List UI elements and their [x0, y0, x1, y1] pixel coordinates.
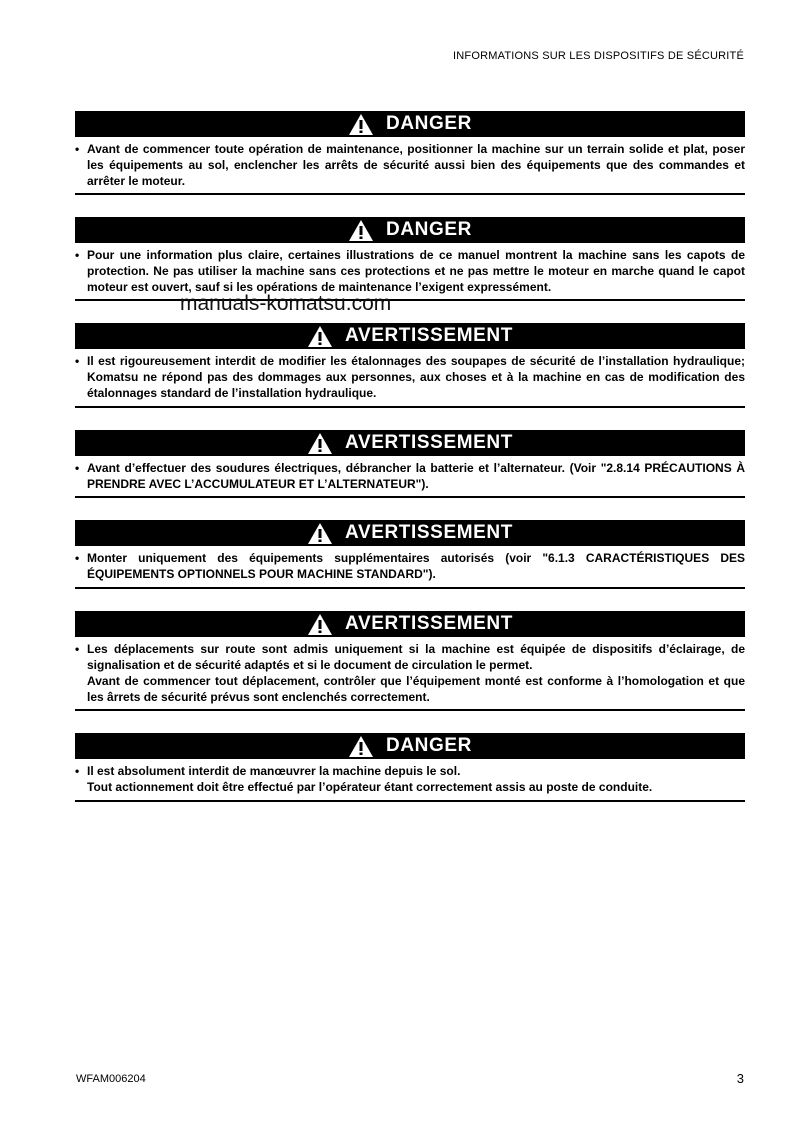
notice-text: Avant d’effectuer des soudures électriques, débrancher la batterie et l’alternateur. (Voir "2.8.14 PRÉCAUTIONS À PRENDRE AVEC L’ACCUMULATEUR ET L’ALTERNATEUR"). — [87, 461, 745, 491]
watermark: manuals-komatsu.com — [180, 292, 392, 315]
running-header: INFORMATIONS SUR LES DISPOSITIFS DE SÉCURITÉ — [453, 50, 744, 62]
notice-level: AVERTISSEMENT — [345, 325, 513, 346]
bullet-icon: • — [75, 642, 80, 656]
bullet-icon: • — [75, 142, 80, 156]
notice-text: Avant de commencer toute opération de maintenance, positionner la machine sur un terrain solide et plat, poser les équipements au sol, enclencher les arrêts de sécurité aussi bien des équipements que des commandes et arrêter le moteur. — [87, 142, 745, 188]
notice-text: Tout actionnement doit être effectué par l’opérateur étant correctement assis au poste de conduite. — [87, 780, 653, 794]
notice-warning-equipment — [75, 520, 745, 586]
notice-body — [75, 349, 745, 405]
bullet-icon: • — [75, 461, 80, 475]
divider — [75, 496, 745, 498]
divider — [75, 193, 745, 195]
notice-text: Les déplacements sur route sont admis uniquement si la machine est équipée de dispositifs d’éclairage, de signalisation et de sécurité adaptés et si le document de circulation le permet. — [87, 642, 745, 672]
notice-body — [75, 759, 745, 799]
notice-warning-hydraulics — [75, 323, 745, 405]
notice-banner — [75, 111, 745, 137]
notice-text: Avant de commencer tout déplacement, contrôler que l’équipement monté est conforme à l’homologation et que les ârrets de sécurité prévus sont enclenchés correctement. — [87, 674, 745, 704]
notice-body — [75, 546, 745, 586]
divider — [75, 800, 745, 802]
notice-banner — [75, 323, 745, 349]
warning-triangle-icon — [348, 113, 374, 136]
warning-triangle-icon — [307, 432, 333, 455]
notice-banner — [75, 430, 745, 456]
notice-level: DANGER — [386, 113, 472, 134]
notice-danger-maintenance — [75, 111, 745, 193]
notice-warning-welding — [75, 430, 745, 496]
notice-body — [75, 243, 745, 299]
bullet-icon: • — [75, 764, 80, 778]
notice-body — [75, 637, 745, 709]
warning-triangle-icon — [307, 613, 333, 636]
notice-danger-operate-from-seat — [75, 733, 745, 799]
notice-banner — [75, 520, 745, 546]
notice-text: Il est rigoureusement interdit de modifier les étalonnages des soupapes de sécurité de l’installation hydraulique; Komatsu ne répond pas des dommages aux personnes, aux choses et à la machine en cas de modification des étalonnages standard de l’installation hydraulique. — [87, 354, 745, 400]
notice-banner — [75, 733, 745, 759]
bullet-icon: • — [75, 248, 80, 262]
warning-triangle-icon — [307, 325, 333, 348]
divider — [75, 406, 745, 408]
notice-warning-road-travel — [75, 611, 745, 709]
warning-triangle-icon — [307, 522, 333, 545]
divider — [75, 299, 745, 301]
divider — [75, 709, 745, 711]
notice-text: Monter uniquement des équipements supplémentaires autorisés (voir "6.1.3 CARACTÉRISTIQUES DES ÉQUIPEMENTS OPTIONNELS POUR MACHINE STANDARD"). — [87, 551, 745, 581]
warning-triangle-icon — [348, 735, 374, 758]
notice-level: DANGER — [386, 735, 472, 756]
warning-triangle-icon — [348, 219, 374, 242]
divider — [75, 587, 745, 589]
bullet-icon: • — [75, 354, 80, 368]
notice-banner — [75, 217, 745, 243]
notice-level: AVERTISSEMENT — [345, 522, 513, 543]
notice-text: Il est absolument interdit de manœuvrer la machine depuis le sol. — [87, 764, 461, 778]
notice-danger-protections — [75, 217, 745, 299]
notice-text: Pour une information plus claire, certaines illustrations de ce manuel montrent la machine sans les capots de protection. Ne pas utiliser la machine sans ces protections et ne pas mettre le moteur en marche quand le capot moteur est ouvert, sauf si les opérations de maintenance l’exigent expressément. — [87, 248, 745, 294]
notice-level: DANGER — [386, 219, 472, 240]
notice-body — [75, 456, 745, 496]
bullet-icon: • — [75, 551, 80, 565]
notice-body — [75, 137, 745, 193]
page-number: 3 — [736, 1071, 744, 1086]
document-code: WFAM006204 — [76, 1073, 146, 1085]
notice-level: AVERTISSEMENT — [345, 613, 513, 634]
notice-banner — [75, 611, 745, 637]
notice-level: AVERTISSEMENT — [345, 432, 513, 453]
